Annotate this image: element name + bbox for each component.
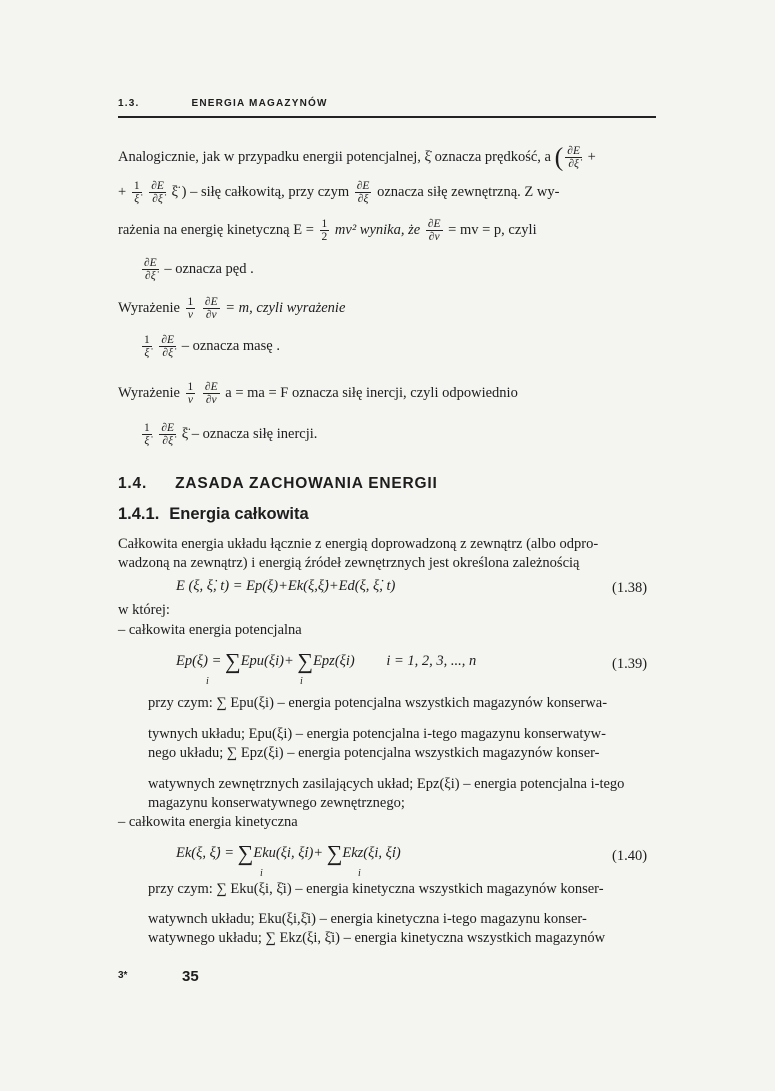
intro-fraction-half: $\frac{1}{2}$ [321, 218, 328, 243]
equation-number-1-38: (1.38) [612, 580, 648, 596]
where-1-line-1: przy czym: ∑ Epu(ξi) – energia potencjalna wszystkich magazynów konserwa- [148, 695, 608, 711]
paragraph-line-2: wadzoną na zewnątrz) i energią źródeł zewnętrznych jest określona zależnością [118, 555, 580, 571]
subsection-heading: 1.4.1. Energia całkowita [118, 505, 309, 523]
where-2-line-3: watywnego układu; ∑ Ekz(ξi, ξ̇i) – energia kinetyczna wszystkich magazynów [148, 930, 606, 946]
intro-fraction-2b: $\frac{\partial E}{\partial\xi̇}$ [151, 180, 164, 205]
intro-fraction-2a: $\frac{1}{\xi̇}$ [133, 180, 140, 205]
paragraph-line-1: Całkowita energia układu łącznie z energią doprowadzoną z zewnątrz (albo odpro- [118, 536, 599, 552]
where-1-line-2: tywnych układu; Epu(ξi) – energia potencjalna i-tego magazynu konserwatyw- [148, 726, 606, 742]
sum-index-3: i [260, 868, 263, 879]
where-2-line-1: przy czym: ∑ Eku(ξi, ξ̇i) – energia kinetyczna wszystkich magazynów konser- [148, 881, 604, 897]
equation-1-40: Ek(ξ, ξ̇) = ∑Eku(ξi, ξ̇i)+ ∑Ekz(ξi, ξ̇i) [176, 840, 401, 866]
intro-fraction-2c: $\frac{\partial E}{\partial\xi}$ [356, 180, 370, 205]
where-1-line-5: magazynu konserwatywnego zewnętrznego; [148, 795, 405, 811]
equation-number-1-39: (1.39) [612, 656, 648, 672]
header-section-number: 1.3. [118, 98, 140, 109]
intro-text-1: Analogicznie, jak w przypadku energii potencjalnej, ξ̇ oznacza prędkość, a [118, 148, 551, 165]
intro-line-1: Analogicznie, jak w przypadku energii potencjalnej, ξ̇ oznacza prędkość, a ( $\frac{\partial E}{\partial\xi̇}$ + [118, 142, 596, 172]
where-1-line-4: watywnych zewnętrznych zasilających układ; Epz(ξi) – energia potencjalna i-tego [148, 776, 625, 792]
header-section-title: ENERGIA MAGAZYNÓW [191, 98, 328, 109]
definition-mass-2: $\frac{1}{\xi̇}$ $\frac{\partial E}{\partial\xi̇}$ – oznacza masę . [144, 334, 280, 359]
list-item-potential: – całkowita energia potencjalna [118, 622, 302, 638]
definition-inertia-2: $\frac{1}{\xi̇}$ $\frac{\partial E}{\partial\xi̇}$ ξ̈ – oznacza siłę inercji. [144, 422, 318, 447]
sum-index-1: i [206, 676, 209, 687]
definition-inertia-1: Wyrażenie $\frac{1}{v}$ $\frac{\partial E}{\partial v}$ a = ma = F oznacza siłę inercji, czyli odpowiednio [118, 381, 518, 406]
intro-line-3: rażenia na energię kinetyczną E = $\frac{1}{2}$ mv² wynika, że $\frac{\partial E}{\partial v}$ = mv = p, czyli [118, 218, 537, 243]
definition-mass-1: Wyrażenie $\frac{1}{v}$ $\frac{\partial E}{\partial v}$ = m, czyli wyrażenie [118, 296, 346, 321]
sum-index-4: i [358, 868, 361, 879]
intro-fraction-1: $\frac{\partial E}{\partial\xi̇}$ [567, 145, 580, 170]
sum-index-2: i [300, 676, 303, 687]
list-item-kinetic: – całkowita energia kinetyczna [118, 814, 298, 830]
definition-momentum: $\frac{\partial E}{\partial\xi̇}$ – oznacza pęd . [144, 257, 254, 282]
where-1-line-3: nego układu; ∑ Epz(ξi) – energia potencjalna wszystkich magazynów konser- [148, 745, 600, 761]
section-heading: 1.4. ZASADA ZACHOWANIA ENERGII [118, 475, 438, 492]
page-number: 35 [182, 968, 199, 985]
header-rule [118, 116, 656, 118]
equation-1-39: Ep(ξ) = ∑Epu(ξi)+ ∑Epz(ξi) i = 1, 2, 3, ..., n [176, 648, 477, 674]
w-ktorej: w której: [118, 602, 170, 618]
running-header [118, 98, 328, 109]
equation-number-1-40: (1.40) [612, 848, 648, 864]
where-2-line-2: watywnch układu; Eku(ξi,ξ̇i) – energia kinetyczna i-tego magazynu konser- [148, 911, 587, 927]
intro-line-2: + $\frac{1}{\xi̇}$ $\frac{\partial E}{\partial\xi̇}$ ξ̈ ) – siłę całkowitą, przy czym $\frac{\partial E}{\partial\xi}$ oznacza siłę zewnętrzną. Z wy- [118, 180, 560, 205]
intro-fraction-3: $\frac{\partial E}{\partial v}$ [427, 218, 441, 243]
equation-1-38: E (ξ, ξ̇, t) = Ep(ξ)+Ek(ξ,ξ̇)+Ed(ξ, ξ̇, t) [176, 578, 396, 594]
signature-mark: 3* [118, 970, 128, 981]
